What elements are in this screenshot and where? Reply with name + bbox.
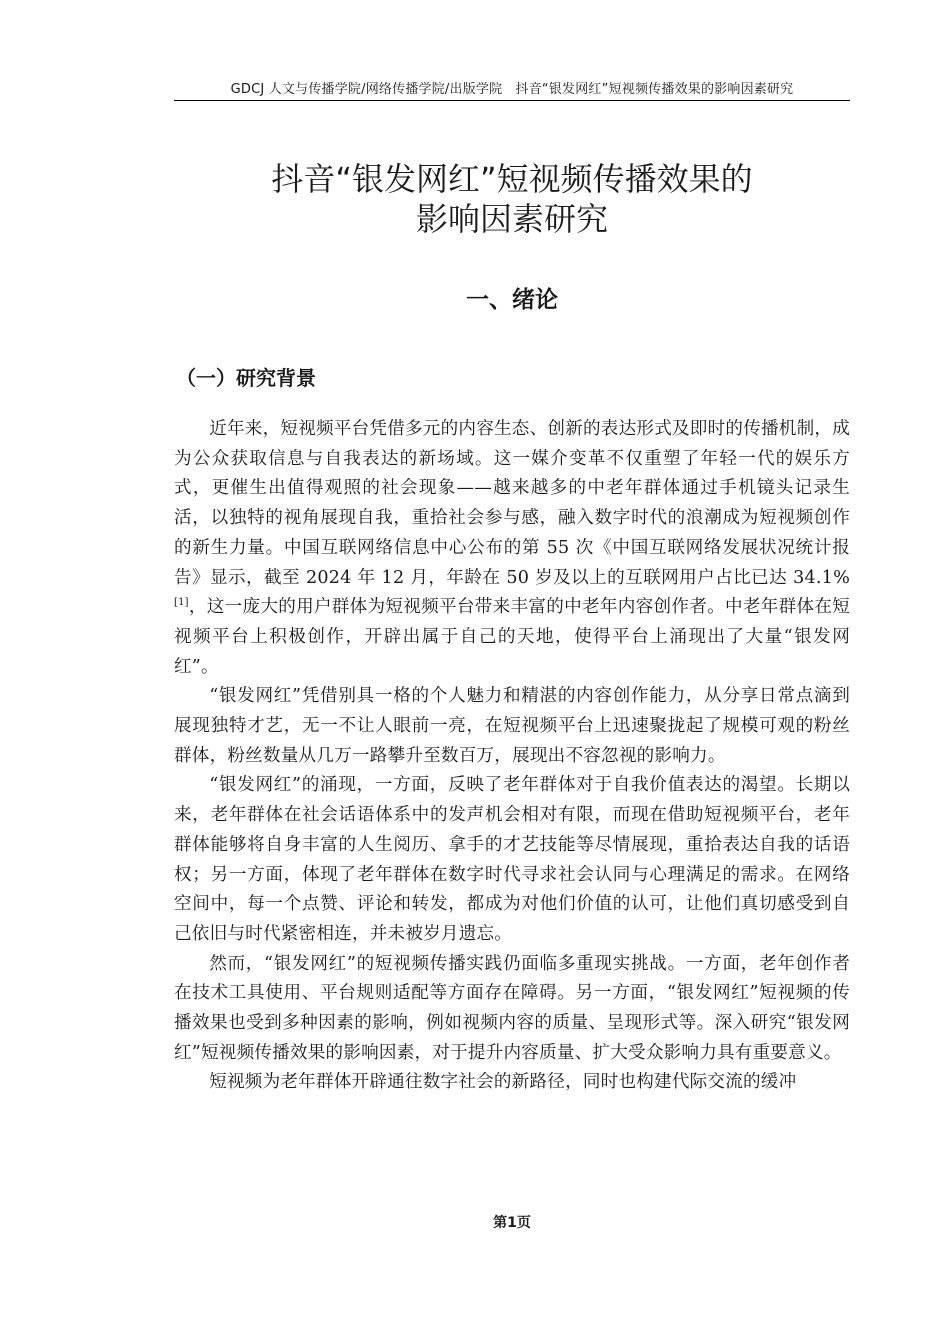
header-rule <box>174 100 850 101</box>
paragraph-4: 然而，“银发网红”的短视频传播实践仍面临多重现实挑战。一方面，老年创作者在技术工具使用、平台规则适配等方面存在障碍。另一方面，“银发网红”短视频的传播效果也受到多种因素的影响，例如视频内容的质量、呈现形式等。深入研究“银发网红”短视频传播效果的影响因素，对于提升内容质量、扩大受众影响力具有重要意义。 <box>174 953 850 1063</box>
section-heading: 一、绪论 <box>466 287 558 314</box>
paragraph-2: “银发网红”凭借别具一格的个人魅力和精湛的内容创作能力，从分享日常点滴到展现独特才艺，无一不让人眼前一亮，在短视频平台上迅速聚拢起了规模可观的粉丝群体，粉丝数量从几万一路攀升至数百万，展现出不容忽视的影响力。 <box>174 686 850 766</box>
citation-marker[interactable]: [1] <box>174 597 189 609</box>
paragraph-3: “银发网红”的涌现，一方面，反映了老年群体对于自我价值表达的渴望。长期以来，老年群体在社会话语体系中的发声机会相对有限，而现在借助短视频平台，老年群体能够将自身丰富的人生阅历、拿手的才艺技能等尽情展现，重拾表达自我的话语权；另一方面，体现了老年群体在数字时代寻求社会认同与心理满足的需求。在网络空间中，每一个点赞、评论和转发，都成为对他们价值的认可，让他们真切感受到自己依旧与时代紧密相连，并未被岁月遗忘。 <box>174 775 850 944</box>
paragraph-1 <box>174 415 850 682</box>
paragraph-1-text-a: 近年来，短视频平台凭借多元的内容生态、创新的表达形式及即时的传播机制，成为公众获取信息与自我表达的新场域。这一媒介变革不仅重塑了年轻一代的娱乐方式，更催生出值得观照的社会现象——越来越多的中老年群体通过手机镜头记录生活，以独特的视角展现自我，重拾社会参与感，融入数字时代的浪潮成为短视频创作的新生力量。中国互联网络信息中心公布的第 55 次《中国互联网络发展状况统计报告》显示，截至 2024 年 12 月，年龄在 50 岁及以上的互联网用户占比已达 34.1% <box>174 419 850 588</box>
running-header: GDCJ 人文与传播学院/网络传播学院/出版学院 抖音“银发网红”短视频传播效果的影响因素研究 <box>230 82 794 97</box>
document-title <box>174 159 850 239</box>
paragraph-1-text-b: ，这一庞大的用户群体为短视频平台带来丰富的中老年内容创作者。中老年群体在短视频平台上积极创作，开辟出属于自己的天地，使得平台上涌现出了大量“银发网红”。 <box>174 597 850 677</box>
paragraph-5: 短视频为老年群体开辟通往数字社会的新路径，同时也构建代际交流的缓冲 <box>209 1072 797 1093</box>
document-title-line-1: 抖音“银发网红”短视频传播效果的 <box>271 160 753 199</box>
subsection-heading: （一）研究背景 <box>176 366 316 390</box>
page-number: 第1页 <box>493 1215 531 1231</box>
body-text <box>174 415 850 1098</box>
document-title-line-2: 影响因素研究 <box>415 200 608 239</box>
